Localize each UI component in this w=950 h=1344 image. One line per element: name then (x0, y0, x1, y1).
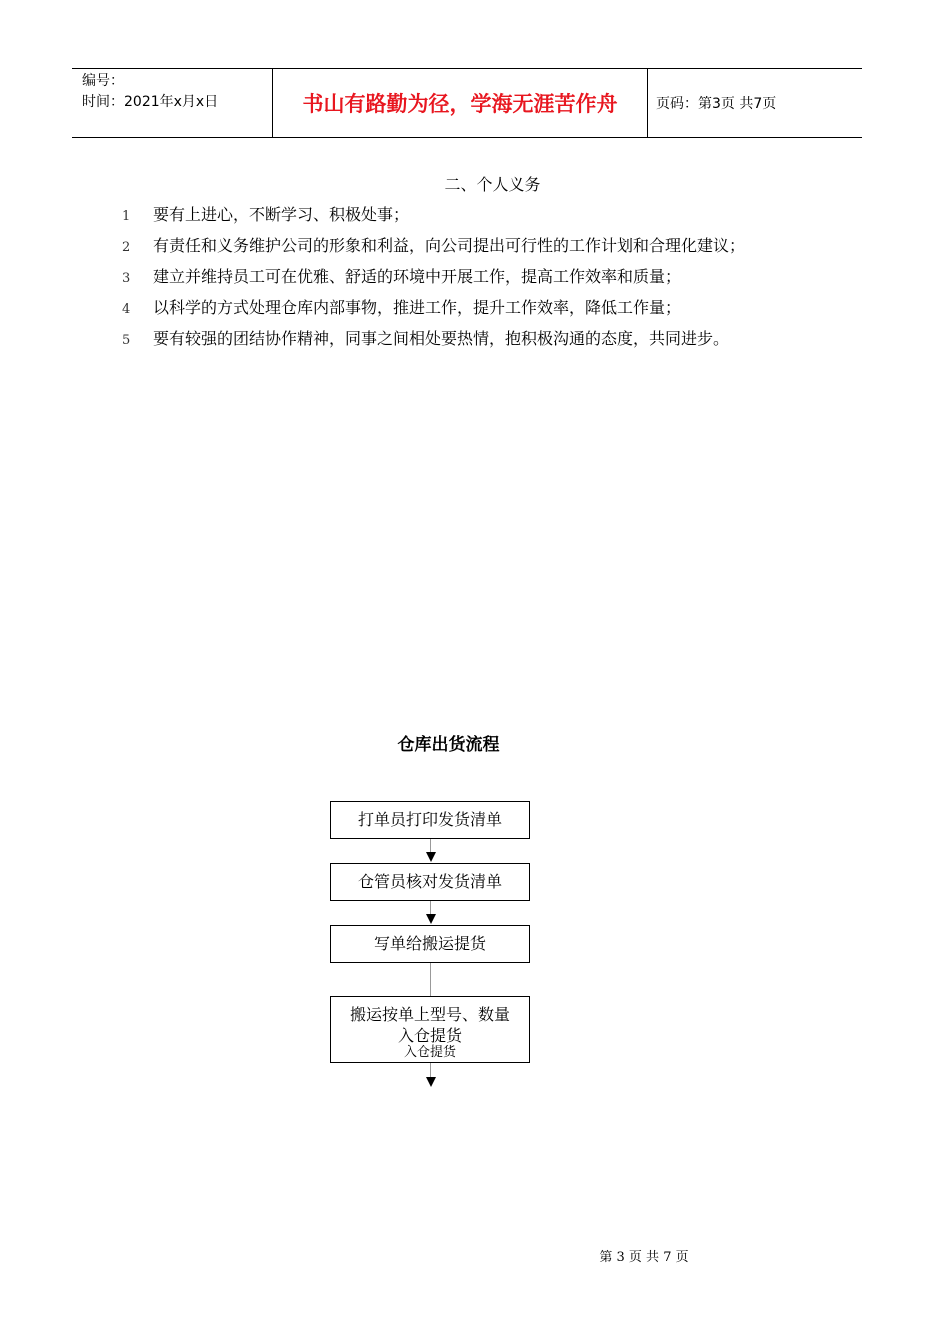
flowchart-title: 仓库出货流程 (397, 735, 500, 755)
duty-text: 要有较强的团结协作精神，同事之间相处要热情，抱积极沟通的态度，共同进步。 (153, 329, 730, 348)
flow-step-label: 仓管员核对发货清单 (357, 872, 502, 891)
duty-number: 1 (122, 209, 131, 224)
page-footer: 第 3 页 共 7 页 (599, 1250, 689, 1265)
document-header (72, 68, 862, 138)
flow-step-pick-goods (330, 996, 530, 1063)
section-title: 二、个人义务 (444, 175, 541, 194)
duty-item (122, 327, 729, 351)
duty-text: 要有上进心，不断学习、积极处事； (153, 205, 410, 224)
flow-connector (430, 963, 431, 996)
arrow-down-icon (426, 1077, 436, 1087)
duty-number: 4 (122, 302, 131, 317)
duty-text: 以科学的方式处理仓库内部事物，推进工作，提升工作效率，降低工作量； (153, 298, 682, 317)
flow-connector (430, 1063, 431, 1077)
duty-item (122, 234, 745, 258)
duty-text: 有责任和义务维护公司的形象和利益，向公司提出可行性的工作计划和合理化建议； (153, 236, 746, 255)
code-label: 编号： (82, 73, 124, 89)
duty-number: 2 (122, 240, 131, 255)
flow-step-label: 入仓提货 (397, 1026, 462, 1045)
flow-step-label: 搬运按单上型号、数量 (349, 1005, 510, 1024)
time-label: 时间：2021年x月x日 (82, 94, 219, 110)
flow-step-label: 写单给搬运提货 (373, 934, 486, 953)
duty-text: 建立并维持员工可在优雅、舒适的环境中开展工作，提高工作效率和质量； (153, 267, 682, 286)
duty-number: 3 (122, 271, 131, 286)
header-divider (647, 69, 648, 137)
flow-step-label-overflow: 入仓提货 (403, 1045, 456, 1060)
duty-item (122, 296, 681, 320)
flow-connector (430, 839, 431, 852)
flow-step-label: 打单员打印发货清单 (357, 810, 502, 829)
flow-step-verify-list (330, 863, 530, 901)
duty-item (122, 265, 681, 289)
arrow-down-icon (426, 914, 436, 924)
duty-number: 5 (122, 333, 131, 348)
header-meta (82, 71, 218, 113)
flow-step-write-slip (330, 925, 530, 963)
arrow-down-icon (426, 852, 436, 862)
flow-step-print-list (330, 801, 530, 839)
page-label: 页码：第3页 共7页 (656, 96, 777, 112)
header-motto: 书山有路勤为径，学海无涯苦作舟 (302, 92, 618, 116)
flow-connector (430, 901, 431, 914)
duty-item (122, 203, 409, 227)
